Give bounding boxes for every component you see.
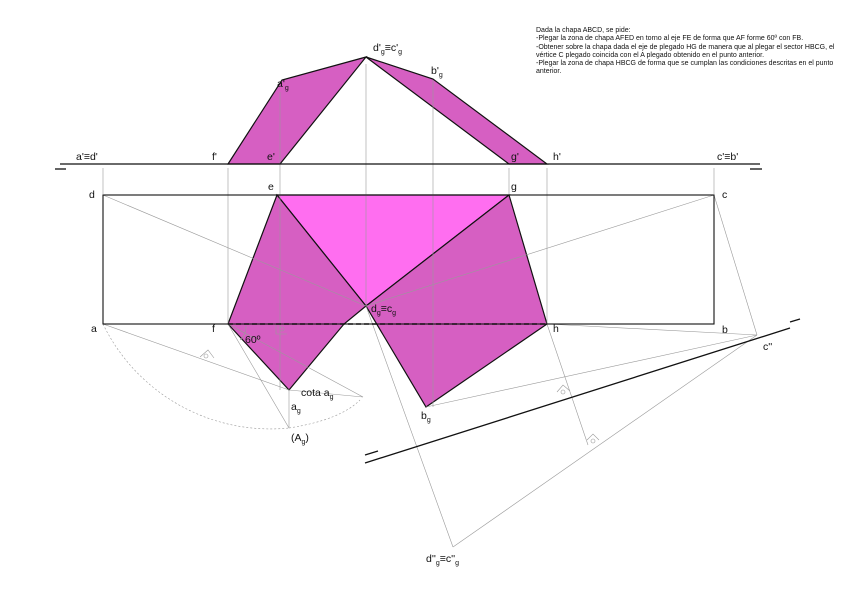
label-d1c1: $d'_g\equiv c'_g$ xyxy=(373,42,403,56)
label-b1g: $b'_g$ xyxy=(431,65,443,79)
label-Ag: $(A_g)$ xyxy=(291,432,309,446)
label-angle: 60º xyxy=(245,334,261,346)
label-h: h xyxy=(553,323,559,335)
label-e1: e' xyxy=(267,151,275,163)
label-g: g xyxy=(511,181,517,193)
label-c1b1: c'≡b' xyxy=(717,151,739,163)
label-f1: f' xyxy=(212,151,217,163)
label-dgcg: $d_g\equiv c_g$ xyxy=(371,303,397,317)
statement-line-1: -Plegar la zona de chapa AFED en torno al eje FE de forma que AF forme 60º con FB. xyxy=(536,35,804,43)
label-c2: c'' xyxy=(763,341,773,353)
label-c: c xyxy=(722,189,728,201)
label-g1: g' xyxy=(511,151,519,163)
label-d: d xyxy=(89,189,95,201)
elevation-face-left xyxy=(228,57,366,164)
label-a1d1: a'≡d' xyxy=(76,151,98,163)
label-a: a xyxy=(91,323,97,335)
label-a1g: $a'_g$ xyxy=(277,78,289,92)
label-h1: h' xyxy=(553,151,561,163)
label-ag: $a_g$ xyxy=(291,401,301,415)
label-e: e xyxy=(268,181,274,193)
label-b: b xyxy=(722,324,728,336)
label-f: f xyxy=(212,323,215,335)
label-d2c2: $d''_g\equiv c''_g$ xyxy=(426,553,460,567)
label-cota: cota $a_g$ xyxy=(301,387,334,401)
statement-line-3: -Plegar la zona de chapa HBCG de forma que se cumplan las condiciones descritas en el punto anterior. xyxy=(536,60,834,76)
statement-intro: Dada la chapa ABCD, se pide: xyxy=(536,27,631,34)
label-bg: $b_g$ xyxy=(421,410,431,424)
elevation-face-right xyxy=(366,57,547,164)
statement-line-2: -Obtener sobre la chapa dada el eje de plegado HG de manera que al plegar el sector HBCG, el vértice C plegado coincida con el A plegado obtenido en el punto anterior. xyxy=(536,43,835,59)
